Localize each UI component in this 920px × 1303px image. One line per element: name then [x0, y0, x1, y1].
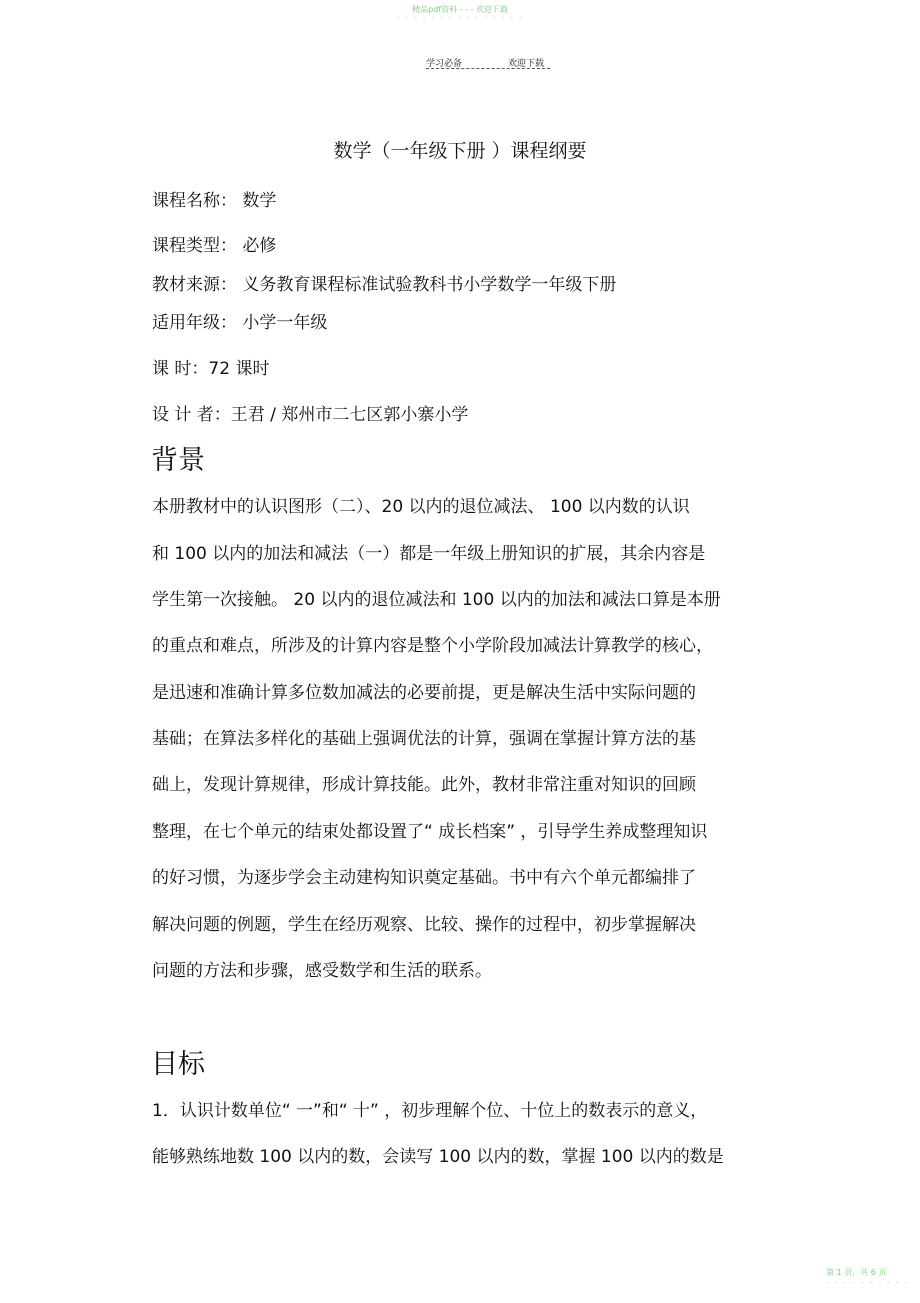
background-line: 学生第一次接触。 20 以内的退位减法和 100 以内的加法和减法口算是本册 [152, 590, 721, 610]
meta-hours: 课 时：72 课时 [152, 359, 270, 379]
goals-line: 能够熟练地数 100 以内的数，会读写 100 以内的数，掌握 100 以内的数是 [152, 1147, 724, 1167]
header-left-text: 学习必备 [426, 59, 463, 69]
meta-grade: 适用年级： 小学一年级 [152, 313, 328, 333]
meta-designer: 设 计 者：王君 / 郑州市二七区郭小寨小学 [152, 405, 469, 425]
top-watermark-dots: - - - - - - - - - - - - - - - [396, 14, 524, 22]
footer-page-number: 第 1 页，共 6 页 [826, 1268, 887, 1277]
top-watermark: 精品pdf资料 - - - 欢迎下载 [412, 5, 508, 14]
header-right-text: 欢迎下载 [508, 59, 545, 69]
meta-course-type: 课程类型： 必修 [152, 236, 277, 256]
background-line: 本册教材中的认识图形（二）、20 以内的退位减法、 100 以内数的认识 [152, 497, 690, 517]
footer-dots: - - - - - - - - - - [826, 1279, 910, 1287]
document-title: 数学（一年级下册 ）课程纲要 [333, 140, 587, 162]
background-heading: 背景 [151, 445, 205, 476]
goals-heading: 目标 [151, 1049, 205, 1080]
background-line: 的好习惯，为逐步学会主动建构知识奠定基础。书中有六个单元都编排了 [152, 868, 696, 888]
background-line: 的重点和难点，所涉及的计算内容是整个小学阶段加减法计算教学的核心， [152, 636, 713, 656]
meta-course-name: 课程名称： 数学 [152, 191, 277, 211]
background-line: 问题的方法和步骤，感受数学和生活的联系。 [152, 961, 492, 981]
background-line: 和 100 以内的加法和减法（一）都是一年级上册知识的扩展，其余内容是 [152, 544, 706, 564]
header-rule [426, 68, 550, 69]
background-line: 解决问题的例题，学生在经历观察、比较、操作的过程中，初步掌握解决 [152, 915, 696, 935]
goals-line: 1．认识计数单位“ 一”和“ 十” ，初步理解个位、十位上的数表示的意义， [152, 1101, 708, 1121]
background-line: 基础；在算法多样化的基础上强调优法的计算，强调在掌握计算方法的基 [152, 729, 696, 749]
background-line: 整理，在七个单元的结束处都设置了“ 成长档案” ，引导学生养成整理知识 [152, 822, 708, 842]
background-line: 是迅速和准确计算多位数加减法的必要前提，更是解决生活中实际问题的 [152, 683, 696, 703]
background-line: 础上，发现计算规律，形成计算技能。此外，教材非常注重对知识的回顾 [152, 775, 696, 795]
meta-textbook-source: 教材来源： 义务教育课程标准试验教科书小学数学一年级下册 [152, 275, 617, 295]
